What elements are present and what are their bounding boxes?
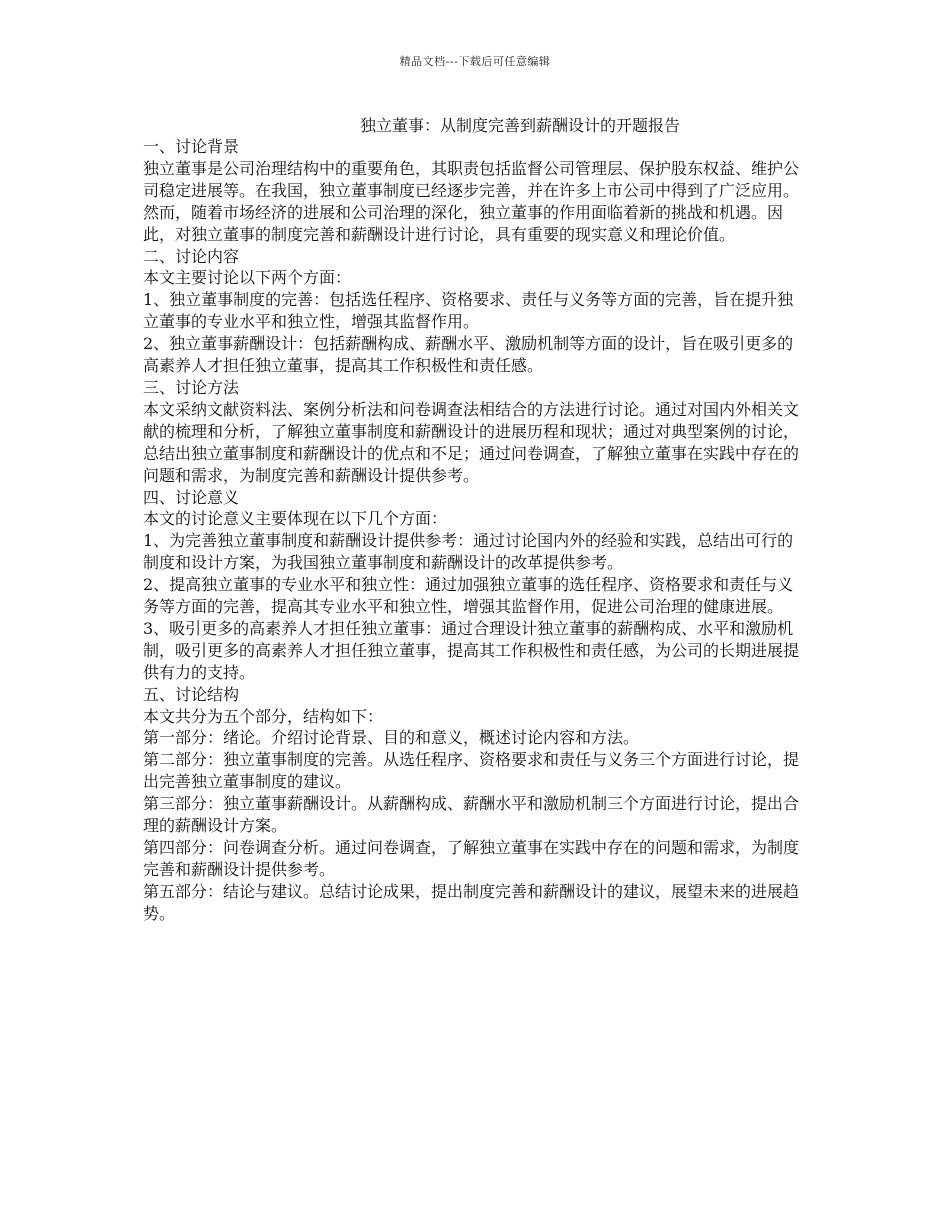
list-item-structure-2: 第二部分：独立董事制度的完善。从选任程序、资格要求和责任与义务三个方面进行讨论，提出完善独立董事制度的建议。 (143, 750, 800, 792)
section-heading-background: 一、讨论背景 (143, 137, 240, 156)
list-item-significance-1: 1、为完善独立董事制度和薪酬设计提供参考：通过讨论国内外的经验和实践，总结出可行的制度和设计方案，为我国独立董事制度和薪酬设计的改革提供参考。 (143, 531, 794, 573)
list-item-structure-5: 第五部分：结论与建议。总结讨论成果，提出制度完善和薪酬设计的建议，展望未来的进展趋势。 (143, 881, 800, 923)
paragraph-content-intro: 本文主要讨论以下两个方面： (143, 268, 352, 288)
paragraph-method: 本文采纳文献资料法、案例分析法和问卷调查法相结合的方法进行讨论。通过对国内外相关文献的梳理和分析，了解独立董事制度和薪酬设计的进展历程和现状；通过对典型案例的讨论，总结出独立董事制度和薪酬设计的优点和不足；通过问卷调查，了解独立董事在实践中存在的问题和需求，为制度完善和薪酬设计提供参考。 (143, 399, 800, 485)
paragraph-significance-intro: 本文的讨论意义主要体现在以下几个方面： (143, 509, 448, 529)
paragraph-background: 独立董事是公司治理结构中的重要角色，其职责包括监督公司管理层、保护股东权益、维护公司稳定进展等。在我国，独立董事制度已经逐步完善，并在许多上市公司中得到了广泛应用。然而，随着市场经济的进展和公司治理的深化，独立董事的作用面临着新的挑战和机遇。因此，对独立董事的制度完善和薪酬设计进行讨论，具有重要的现实意义和理论价值。 (143, 158, 800, 244)
document-title: 独立董事：从制度完善到薪酬设计的开题报告 (360, 116, 681, 135)
list-item-structure-4: 第四部分：问卷调查分析。通过问卷调查，了解独立董事在实践中存在的问题和需求，为制度完善和薪酬设计提供参考。 (143, 838, 800, 879)
section-heading-content: 二、讨论内容 (143, 246, 240, 266)
list-item-content-2: 2、独立董事薪酬设计：包括薪酬构成、薪酬水平、激励机制等方面的设计，旨在吸引更多的高素养人才担任独立董事，提高其工作积极性和责任感。 (143, 334, 794, 376)
section-heading-structure: 五、讨论结构 (143, 684, 240, 704)
document-body (143, 136, 805, 925)
list-item-content-1: 1、独立董事制度的完善：包括选任程序、资格要求、责任与义务等方面的完善，旨在提升独立董事的专业水平和独立性，增强其监督作用。 (143, 290, 794, 332)
paragraph-structure-intro: 本文共分为五个部分，结构如下： (143, 706, 384, 726)
list-item-significance-3: 3、吸引更多的高素养人才担任独立董事：通过合理设计独立董事的薪酬构成、水平和激励机制，吸引更多的高素养人才担任独立董事，提高其工作积极性和责任感，为公司的长期进展提供有力的支持。 (143, 618, 800, 682)
list-item-structure-1: 第一部分：绪论。介绍讨论背景、目的和意义，概述讨论内容和方法。 (143, 728, 640, 748)
section-heading-significance: 四、讨论意义 (143, 487, 240, 507)
header-note: 精品文档---下载后可任意编辑 (399, 55, 551, 68)
list-item-structure-3: 第三部分：独立董事薪酬设计。从薪酬构成、薪酬水平和激励机制三个方面进行讨论，提出合理的薪酬设计方案。 (143, 794, 800, 836)
section-heading-method: 三、讨论方法 (143, 377, 240, 397)
list-item-significance-2: 2、提高独立董事的专业水平和独立性：通过加强独立董事的选任程序、资格要求和责任与义务等方面的完善，提高其专业水平和独立性，增强其监督作用，促进公司治理的健康进展。 (143, 575, 794, 617)
